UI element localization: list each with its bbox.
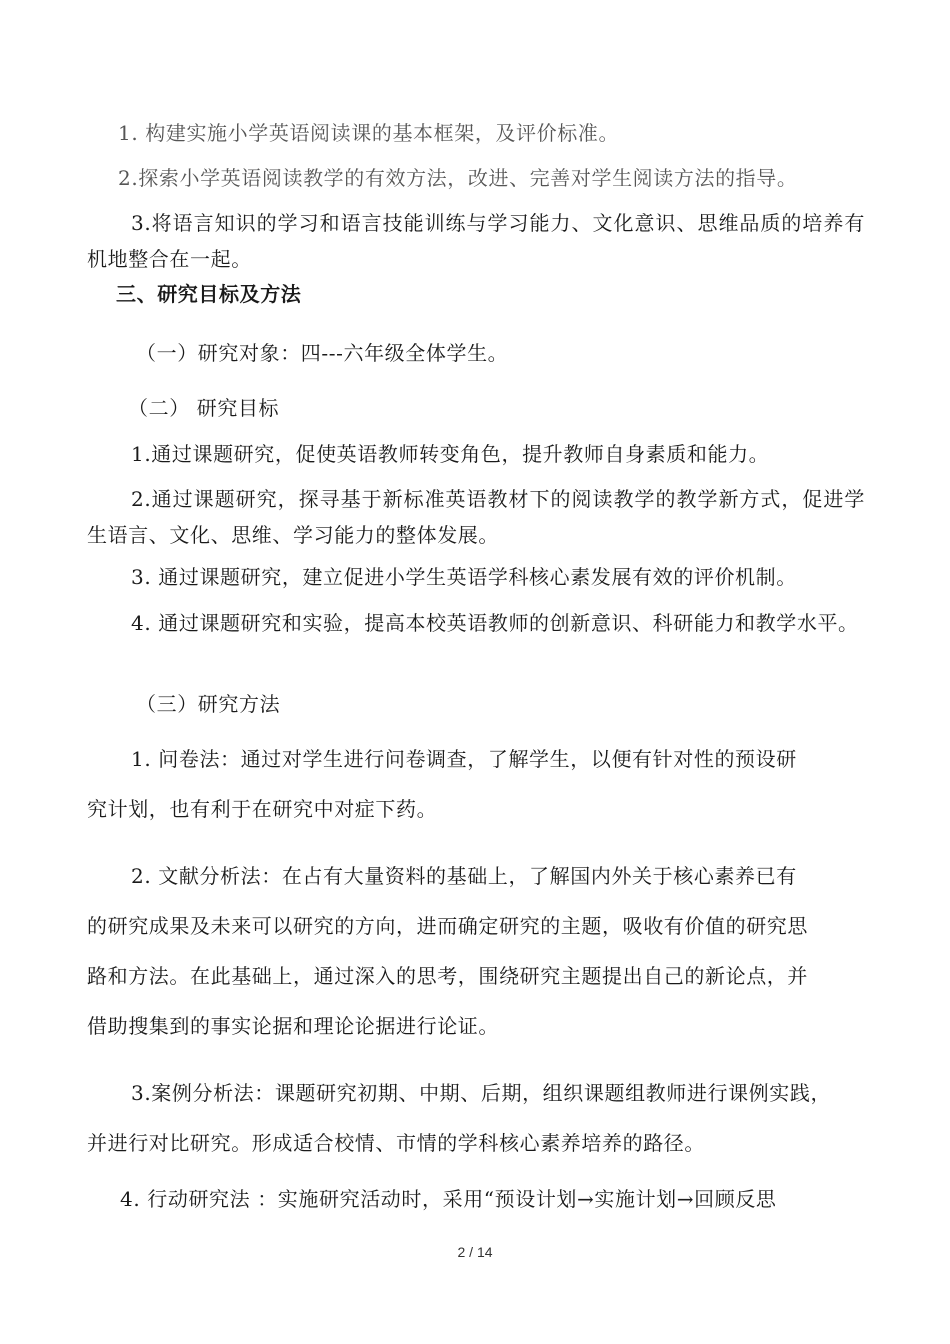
research-methods-heading: （三）研究方法 <box>136 692 281 716</box>
section-heading: 三、研究目标及方法 <box>116 282 302 306</box>
method-3-line-1: 3.案例分析法：课题研究初期、中期、后期，组织课题组教师进行课例实践， <box>131 1081 832 1105</box>
method-1-line-1: 1. 问卷法：通过对学生进行问卷调查，了解学生，以便有针对性的预设研 <box>131 747 797 771</box>
aim-item-1: 1. 构建实施小学英语阅读课的基本框架，及评价标准。 <box>118 121 620 145</box>
research-goals-heading: （二） 研究目标 <box>128 396 280 420</box>
method-2-line-1: 2. 文献分析法：在占有大量资料的基础上，了解国内外关于核心素养已有 <box>131 864 797 888</box>
research-subject: （一）研究对象：四---六年级全体学生。 <box>136 341 509 365</box>
method-1-line-2: 究计划，也有利于在研究中对症下药。 <box>87 797 438 821</box>
page-number: 2 / 14 <box>457 1244 493 1260</box>
method-3-line-2: 并进行对比研究。形成适合校情、市情的学科核心素养培养的路径。 <box>87 1131 705 1155</box>
method-2-line-2: 的研究成果及未来可以研究的方向，进而确定研究的主题，吸收有价值的研究思 <box>87 914 808 938</box>
method-2-line-4: 借助搜集到的事实论据和理论论据进行论证。 <box>87 1014 499 1038</box>
aim-item-2: 2.探索小学英语阅读教学的有效方法，改进、完善对学生阅读方法的指导。 <box>118 166 798 190</box>
goal-item-2: 2.通过课题研究，探寻基于新标准英语教材下的阅读教学的教学新方式，促进学生语言、文化、思维、学习能力的整体发展。 <box>87 487 865 547</box>
goal-item-4: 4. 通过课题研究和实验，提高本校英语教师的创新意识、科研能力和教学水平。 <box>131 611 859 635</box>
method-2-line-3: 路和方法。在此基础上，通过深入的思考，围绕研究主题提出自己的新论点，并 <box>87 964 808 988</box>
aim-item-3: 3.将语言知识的学习和语言技能训练与学习能力、文化意识、思维品质的培养有机地整合在一起。 <box>87 211 865 271</box>
goal-item-1: 1.通过课题研究，促使英语教师转变角色，提升教师自身素质和能力。 <box>131 442 770 466</box>
goal-item-3: 3. 通过课题研究，建立促进小学生英语学科核心素发展有效的评价机制。 <box>131 565 797 589</box>
method-4-line-1: 4. 行动研究法 ：实施研究活动时，采用“预设计划→实施计划→回顾反思 <box>120 1187 777 1211</box>
